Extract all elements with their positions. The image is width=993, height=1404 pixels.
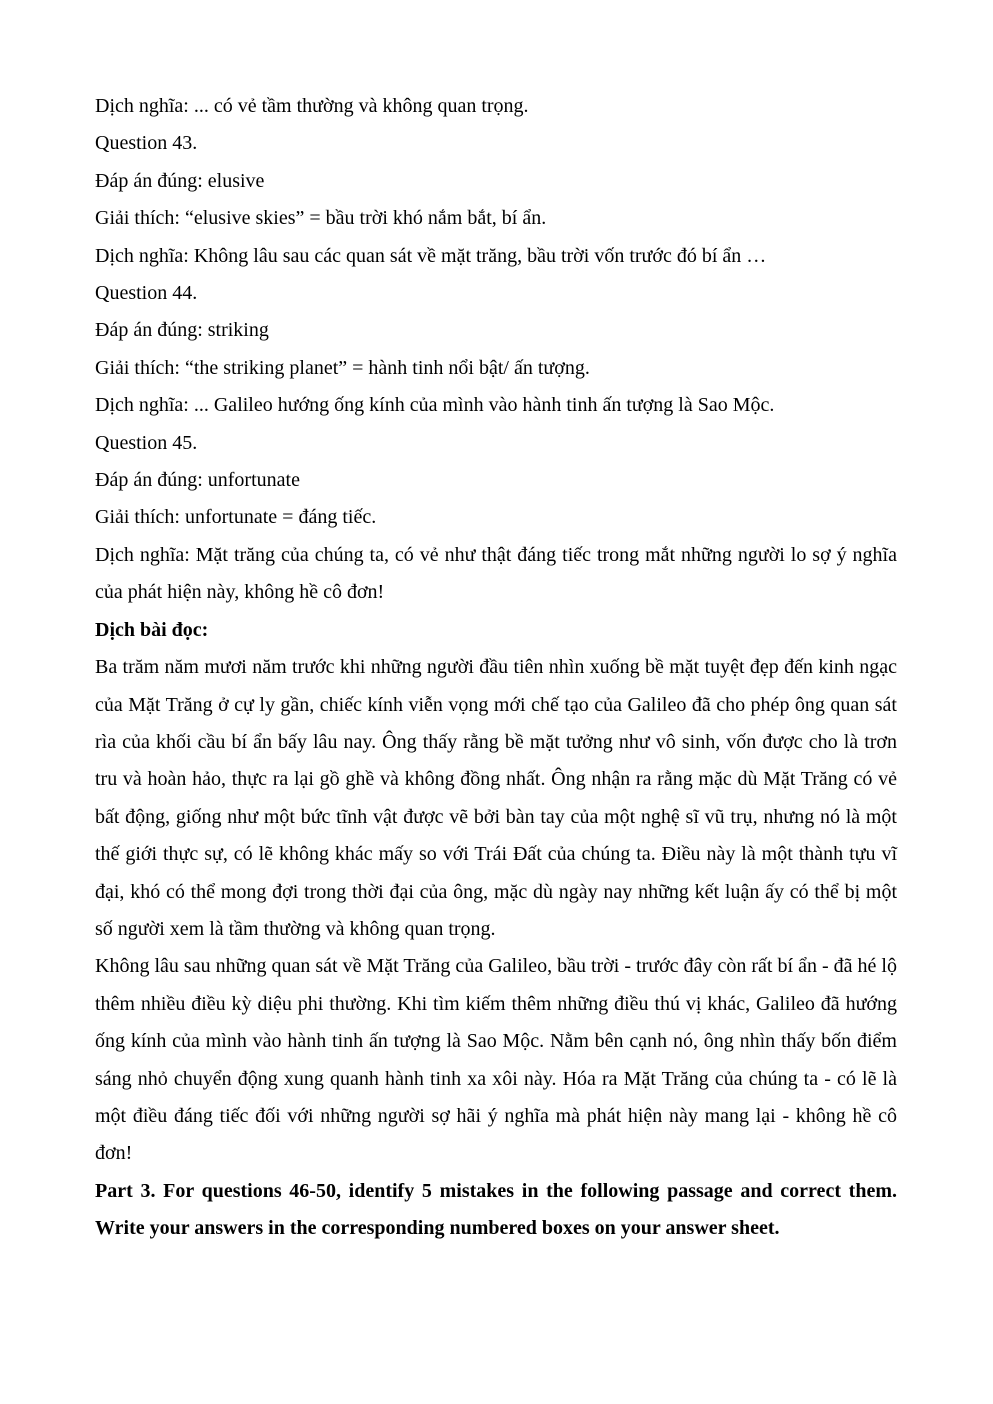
document-page	[95, 88, 897, 1248]
question-44-label: Question 44.	[95, 282, 198, 305]
translation-paragraph-2: Không lâu sau những quan sát về Mặt Trăng của Galileo, bầu trời - trước đây còn rất bí ẩn - đã hé lộ thêm nhiều điều kỳ diệu phi thường. Khi tìm kiếm thêm những điều thú vị khác, Galileo đã hướng ống kính của mình vào hành tinh ấn tượng là Sao Mộc. Nằm bên cạnh nó, ông nhìn thấy bốn điểm sáng nhỏ chuyển động xung quanh hành tinh xa xôi này. Hóa ra Mặt Trăng của chúng ta - có lẽ là một điều đáng tiếc đối với những người sợ hãi ý nghĩa mà phát hiện này mang lại - không hề cô đơn!	[95, 955, 897, 1165]
question-44-answer: Đáp án đúng: striking	[95, 319, 269, 342]
question-43-translation: Dịch nghĩa: Không lâu sau các quan sát về mặt trăng, bầu trời vốn trước đó bí ẩn …	[95, 244, 767, 267]
question-45-label: Question 45.	[95, 431, 198, 454]
question-45-answer: Đáp án đúng: unfortunate	[95, 469, 300, 492]
question-43-answer: Đáp án đúng: elusive	[95, 169, 265, 192]
question-45-explanation: Giải thích: unfortunate = đáng tiếc.	[95, 506, 377, 529]
translation-paragraph-1: Ba trăm năm mươi năm trước khi những người đầu tiên nhìn xuống bề mặt tuyệt đẹp đến kinh ngạc của Mặt Trăng ở cự ly gần, chiếc kính viễn vọng mới chế tạo của Galileo đã cho phép ông quan sát rìa của khối cầu bí ẩn bấy lâu nay. Ông thấy rằng bề mặt tưởng như vô sinh, vốn được cho là trơn tru và hoàn hảo, thực ra lại gồ ghề và không đồng nhất. Ông nhận ra rằng mặc dù Mặt Trăng có vẻ bất động, giống như một bức tĩnh vật được vẽ bởi bàn tay của một nghệ sĩ vũ trụ, nhưng nó là một thế giới thực sự, có lẽ không khác mấy so với Trái Đất của chúng ta. Điều này là một thành tựu vĩ đại, khó có thể mong đợi trong thời đại của ông, mặc dù ngày nay những kết luận ấy có thể bị một số người xem là tầm thường và không quan trọng.	[95, 656, 897, 940]
question-43-explanation: Giải thích: “elusive skies” = bầu trời khó nắm bắt, bí ẩn.	[95, 207, 547, 230]
translation-heading: Dịch bài đọc:	[95, 618, 209, 641]
part3-instruction: Part 3. For questions 46-50, identify 5 mistakes in the following passage and correct them. Write your answers in the corresponding numbered boxes on your answer sheet.	[95, 1179, 897, 1240]
question-44-translation: Dịch nghĩa: ... Galileo hướng ống kính của mình vào hành tinh ấn tượng là Sao Mộc.	[95, 394, 775, 417]
question-45-translation: Dịch nghĩa: Mặt trăng của chúng ta, có vẻ như thật đáng tiếc trong mắt những người lo sợ ý nghĩa của phát hiện này, không hề cô đơn!	[95, 543, 897, 604]
question-43-label: Question 43.	[95, 132, 198, 155]
question-44-explanation: Giải thích: “the striking planet” = hành tinh nổi bật/ ấn tượng.	[95, 356, 590, 379]
answer-42-translation: Dịch nghĩa: ... có vẻ tầm thường và không quan trọng.	[95, 95, 529, 117]
